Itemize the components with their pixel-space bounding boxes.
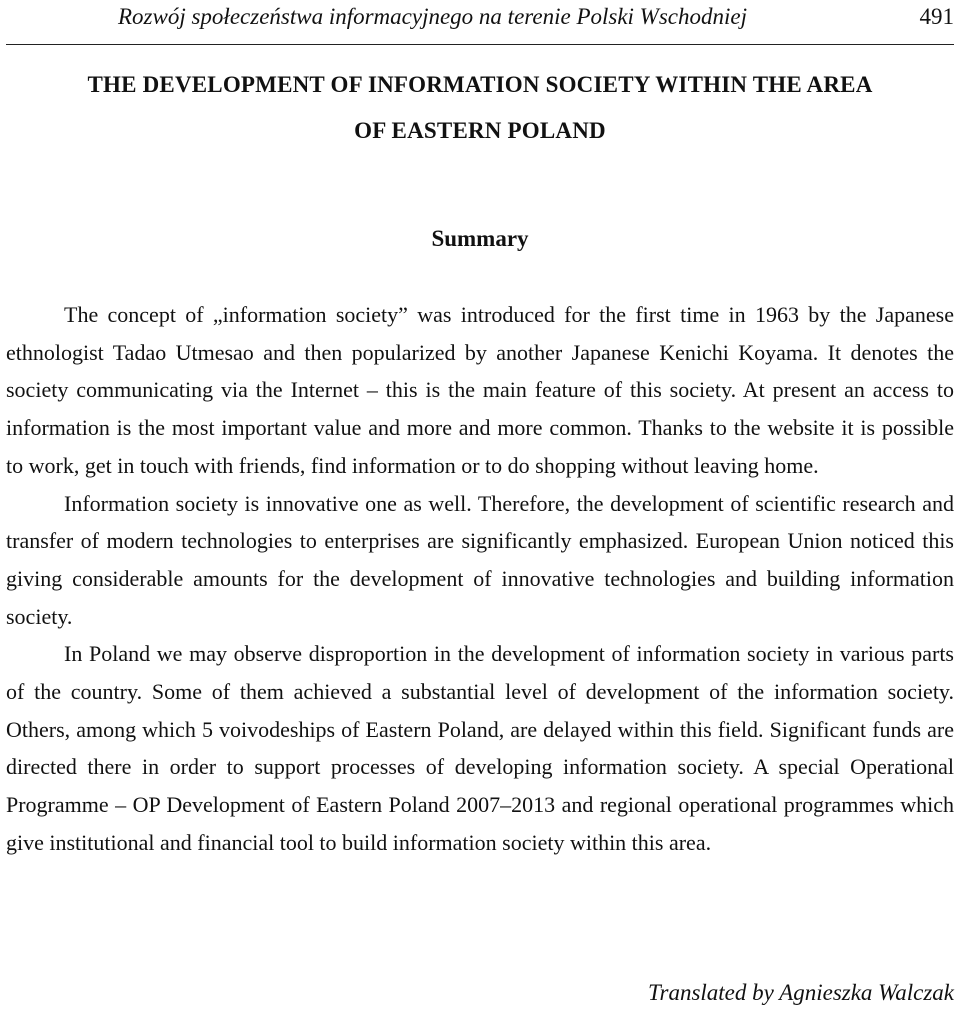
article-title-line-1: THE DEVELOPMENT OF INFORMATION SOCIETY WITHIN THE AREA bbox=[87, 72, 873, 97]
article-title bbox=[6, 62, 954, 154]
summary-paragraph-2: Information society is innovative one as well. Therefore, the development of scientific research and transfer of modern technologies to enterprises are significantly emphasized. European Union noticed this giving considerable amounts for the development of innovative technologies and building information society. bbox=[6, 490, 954, 629]
translator-credit: Translated by Agnieszka Walczak bbox=[647, 980, 954, 1005]
summary-heading: Summary bbox=[431, 226, 529, 251]
running-head bbox=[6, 0, 954, 45]
summary-paragraph-3: In Poland we may observe disproportion in the development of information society in various parts of the country. Some of them achieved a substantial level of development of the information society. Others, among which 5 voivodeships of Eastern Poland, are delayed within this field. Significant funds are directed there in order to support processes of developing information society. A special Operational Programme – OP Development of Eastern Poland 2007–2013 and regional operational programmes which give institutional and financial tool to build information society within this area. bbox=[6, 641, 954, 855]
page-number: 491 bbox=[919, 4, 954, 29]
summary-paragraph-1: The concept of „information society” was introduced for the first time in 1963 by the Japanese ethnologist Tadao Utmesao and then popularized by another Japanese Kenichi Koyama. It denotes the society communicating via the Internet – this is the main feature of this society. At present an access to information is the most important value and more and more common. Thanks to the website it is possible to work, get in touch with friends, find information or to do shopping without leaving home. bbox=[6, 302, 954, 478]
summary-body bbox=[6, 296, 954, 862]
article-title-line-2: OF EASTERN POLAND bbox=[354, 118, 606, 143]
running-head-title: Rozwój społeczeństwa informacyjnego na terenie Polski Wschodniej bbox=[118, 4, 747, 29]
document-page bbox=[6, 0, 954, 1012]
